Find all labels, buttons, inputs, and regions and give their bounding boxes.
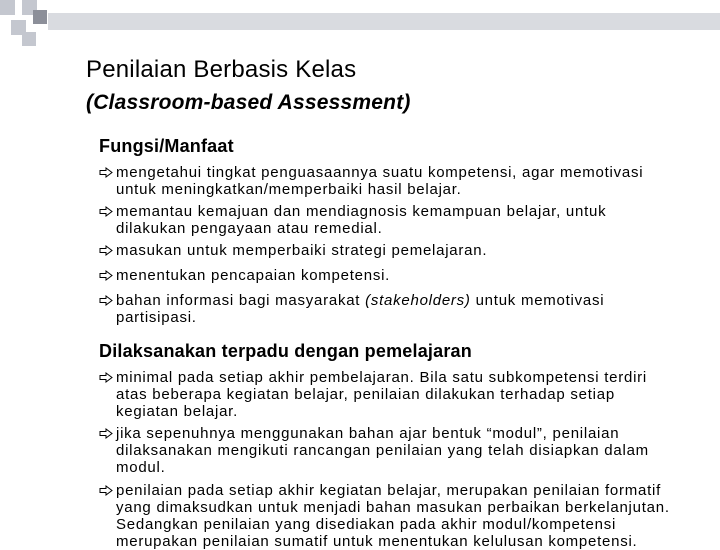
- page-subtitle: (Classroom-based Assessment): [86, 91, 411, 114]
- decor-square: [0, 0, 15, 15]
- arrow-bullet-icon: [99, 206, 113, 217]
- list-item: mengetahui tingkat penguasaannya suatu kompetensi, agar memotivasi untuk meningkatkan/memperbaiki hasil belajar.: [99, 164, 643, 198]
- page-title: Penilaian Berbasis Kelas: [86, 56, 357, 83]
- decor-square: [33, 10, 47, 24]
- section-heading-fungsi: Fungsi/Manfaat: [99, 136, 234, 156]
- list-item: memantau kemajuan dan mendiagnosis kemampuan belajar, untuk dilakukan pengayaan atau remedial.: [99, 203, 606, 237]
- arrow-bullet-icon: [99, 167, 113, 178]
- list-item: masukan untuk memperbaiki strategi pemelajaran.: [99, 242, 487, 259]
- arrow-bullet-icon: [99, 295, 113, 306]
- list-item: menentukan pencapaian kompetensi.: [99, 267, 390, 284]
- arrow-bullet-icon: [99, 270, 113, 281]
- section-heading-terpadu: Dilaksanakan terpadu dengan pemelajaran: [99, 341, 472, 361]
- arrow-bullet-icon: [99, 372, 113, 383]
- list-item: bahan informasi bagi masyarakat (stakeholders) untuk memotivasi partisipasi.: [99, 292, 604, 326]
- arrow-bullet-icon: [99, 485, 113, 496]
- arrow-bullet-icon: [99, 428, 113, 439]
- list-item: minimal pada setiap akhir pembelajaran. Bila satu subkompetensi terdiri atas beberapa kegiatan belajar, penilaian dilakukan terhadap setiap kegiatan belajar.: [99, 369, 647, 420]
- list-item: penilaian pada setiap akhir kegiatan belajar, merupakan penilaian formatif yang dimaksudkan untuk menjadi bahan masukan perbaikan berkelanjutan. Sedangkan penilaian yang disediakan pada akhir modul/kompetensi merupakan penilaian sumatif untuk menentukan kelulusan kompetensi.: [99, 482, 670, 550]
- arrow-bullet-icon: [99, 245, 113, 256]
- list-item: jika sepenuhnya menggunakan bahan ajar bentuk “modul”, penilaian dilaksanakan mengikuti rancangan penilaian yang telah disiapkan dalam modul.: [99, 425, 649, 476]
- decor-square: [22, 32, 36, 46]
- header-bar: [48, 13, 720, 30]
- decorative-header: [0, 0, 720, 52]
